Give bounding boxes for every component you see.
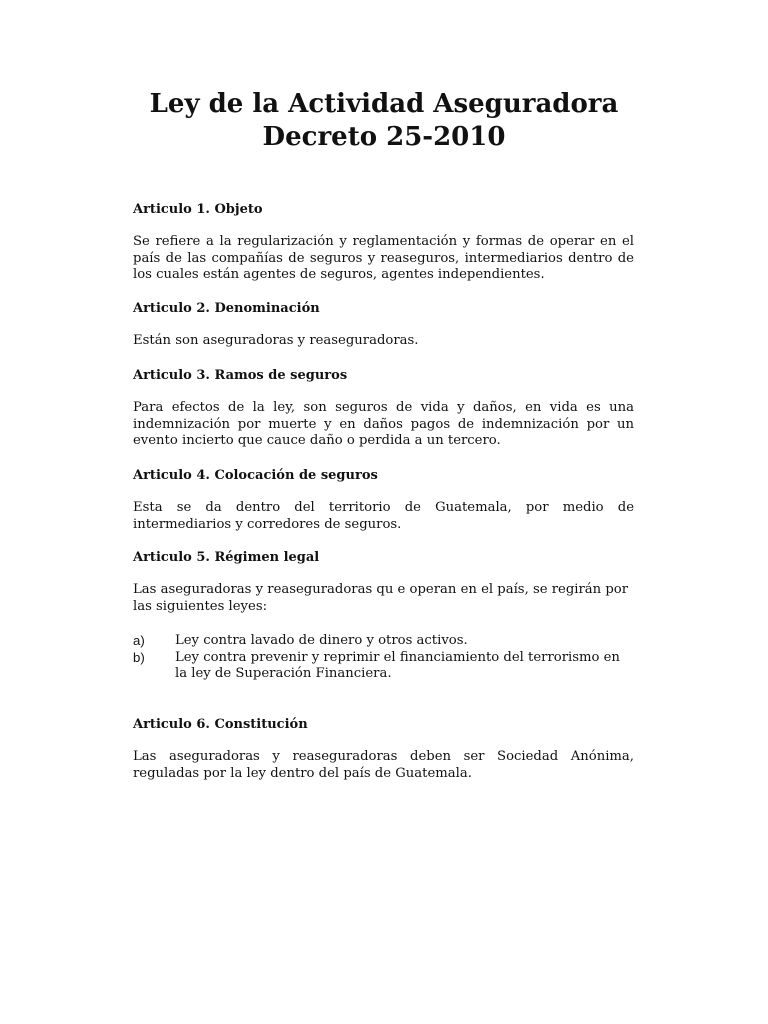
article-5-text: Las aseguradoras y reaseguradoras qu e operan en el país, se regirán por las siguientes leyes: [133, 582, 629, 614]
article-4-text: Esta se da dentro del territorio de Guatemala, por medio de intermediarios y corredores de seguros. [133, 500, 634, 532]
list-marker: b) [133, 649, 145, 665]
article-4-heading: Articulo 4. Colocación de seguros [133, 468, 378, 483]
list-item [133, 633, 634, 650]
document-title: Ley de la Actividad Aseguradora [149, 89, 619, 119]
list-item [133, 650, 634, 683]
article-3-text: Para efectos de la ley, son seguros de vida y daños, en vida es una indemnización por muerte y en daños pagos de indemnización por un evento incierto que cauce daño o perdida a un tercero. [133, 400, 634, 449]
article-6-text: Las aseguradoras y reaseguradoras deben ser Sociedad Anónima, reguladas por la ley dentro del país de Guatemala. [133, 749, 634, 781]
list-item-text: Ley contra lavado de dinero y otros activos. [175, 633, 468, 648]
article-3-heading: Articulo 3. Ramos de seguros [133, 368, 348, 383]
article-6-heading: Articulo 6. Constitución [133, 717, 308, 732]
article-1-text: Se refiere a la regularización y reglamentación y formas de operar en el país de las compañías de seguros y reaseguros, intermediarios dentro de los cuales están agentes de seguros, agentes independientes. [133, 234, 634, 283]
document-subtitle: Decreto 25-2010 [262, 122, 506, 152]
article-2-heading: Articulo 2. Denominación [133, 301, 320, 316]
article-5-heading: Articulo 5. Régimen legal [133, 550, 320, 565]
list-marker: a) [133, 633, 145, 648]
list-item-text: Ley contra prevenir y reprimir el financiamiento del terrorismo en la ley de Superación Financiera. [175, 649, 620, 682]
article-2-text: Están son aseguradoras y reaseguradoras. [133, 333, 419, 348]
article-1-heading: Articulo 1. Objeto [133, 202, 263, 217]
article-5-list [133, 633, 634, 683]
